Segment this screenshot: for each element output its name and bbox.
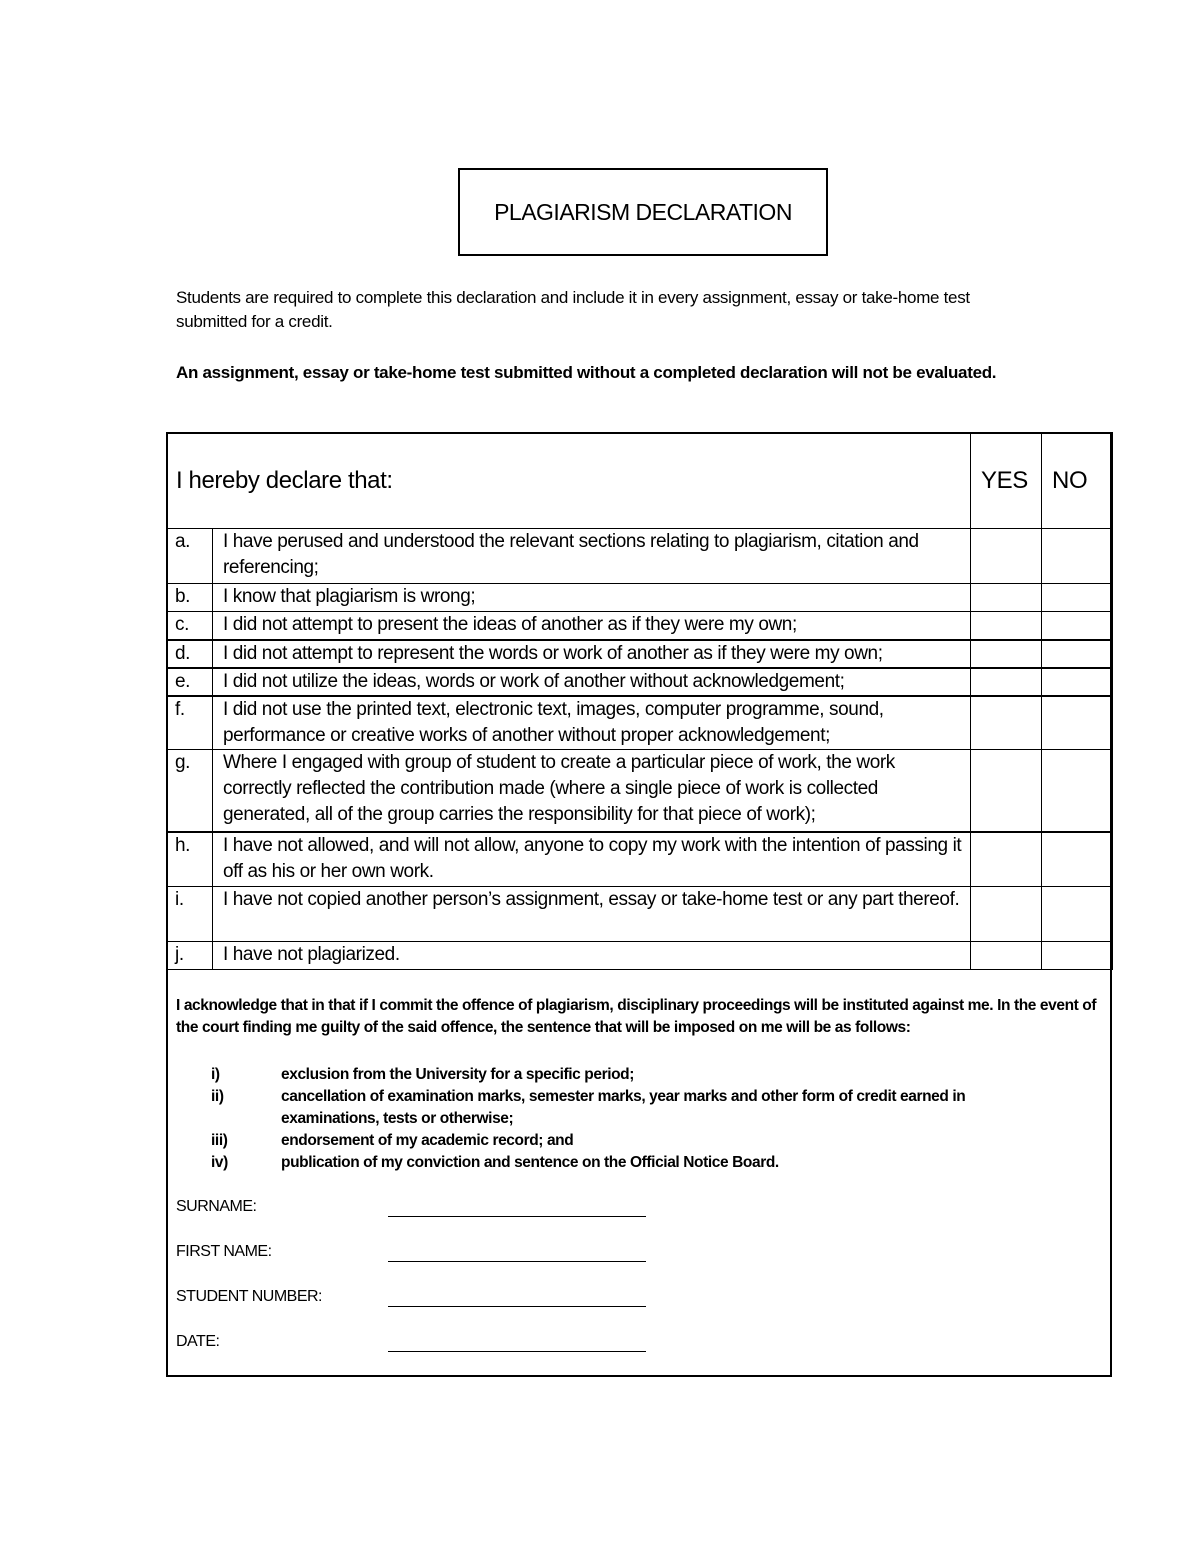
warning-text: An assignment, essay or take-home test submitted without a completed declaration will not be evaluated. [176, 363, 997, 382]
row-letter: c. [167, 612, 213, 640]
no-checkbox-i[interactable] [1042, 887, 1113, 942]
table-row [167, 696, 1113, 750]
row-statement: Where I engaged with group of student to create a particular piece of work, the work correctly reflected the contribution made (where a single piece of work is collected generated, all of the group carries the responsibility for that piece of work); [213, 750, 971, 832]
row-letter: i. [167, 887, 213, 942]
penalty-number: i) [211, 1066, 220, 1083]
table-row [167, 584, 1113, 612]
no-checkbox-g[interactable] [1042, 750, 1113, 832]
date-input-line[interactable] [388, 1351, 646, 1352]
penalty-text: exclusion from the University for a specific period; [281, 1066, 635, 1083]
declaration-title-box [458, 168, 828, 256]
penalty-number: iii) [211, 1132, 228, 1149]
list-item [211, 1086, 1071, 1130]
date-label: DATE: [176, 1333, 220, 1350]
row-statement: I did not use the printed text, electronic text, images, computer programme, sound, performance or creative works of another without proper acknowledgement; [213, 696, 971, 750]
no-checkbox-b[interactable] [1042, 584, 1113, 612]
yes-header: YES [971, 433, 1042, 529]
penalty-list [211, 1064, 1071, 1174]
penalty-number: iv) [211, 1154, 228, 1171]
no-checkbox-j[interactable] [1042, 942, 1113, 970]
row-letter: b. [167, 584, 213, 612]
no-checkbox-c[interactable] [1042, 612, 1113, 640]
first-name-input-line[interactable] [388, 1261, 646, 1262]
yes-checkbox-j[interactable] [971, 942, 1042, 970]
no-checkbox-a[interactable] [1042, 529, 1113, 584]
yes-checkbox-g[interactable] [971, 750, 1042, 832]
table-row [167, 668, 1113, 696]
declare-header: I hereby declare that: [167, 433, 971, 529]
yes-checkbox-a[interactable] [971, 529, 1042, 584]
row-letter: e. [167, 668, 213, 696]
surname-input-line[interactable] [388, 1216, 646, 1217]
row-statement: I have perused and understood the relevant sections relating to plagiarism, citation and referencing; [213, 529, 971, 584]
row-statement: I have not plagiarized. [213, 942, 971, 970]
table-header-row [167, 433, 1113, 529]
row-letter: d. [167, 640, 213, 668]
declaration-table [166, 432, 1113, 970]
no-checkbox-e[interactable] [1042, 668, 1113, 696]
row-statement: I did not utilize the ideas, words or work of another without acknowledgement; [213, 668, 971, 696]
yes-checkbox-f[interactable] [971, 696, 1042, 750]
penalty-text: cancellation of examination marks, semester marks, year marks and other form of credit earned in examinations, tests or otherwise; [281, 1088, 966, 1127]
row-statement: I have not copied another person’s assignment, essay or take-home test or any part thereof. [213, 887, 971, 942]
acknowledgement-text: I acknowledge that in that if I commit the offence of plagiarism, disciplinary proceedings will be instituted against me. In the event of the court finding me guilty of the said offence, the sentence that will be imposed on me will be as follows: [176, 997, 1097, 1036]
table-row [167, 612, 1113, 640]
no-checkbox-d[interactable] [1042, 640, 1113, 668]
student-number-label: STUDENT NUMBER: [176, 1288, 322, 1305]
row-letter: j. [167, 942, 213, 970]
row-letter: g. [167, 750, 213, 832]
yes-checkbox-i[interactable] [971, 887, 1042, 942]
table-row [167, 750, 1113, 832]
penalty-text: publication of my conviction and sentence on the Official Notice Board. [281, 1154, 779, 1171]
yes-checkbox-e[interactable] [971, 668, 1042, 696]
table-row [167, 832, 1113, 887]
intro-text: Students are required to complete this declaration and include it in every assignment, essay or take-home test submitted for a credit. [176, 288, 970, 331]
yes-checkbox-b[interactable] [971, 584, 1042, 612]
list-item [211, 1064, 1071, 1086]
page-title: PLAGIARISM DECLARATION [494, 198, 792, 225]
list-item [211, 1152, 1071, 1174]
list-item [211, 1130, 1071, 1152]
student-number-input-line[interactable] [388, 1306, 646, 1307]
yes-checkbox-c[interactable] [971, 612, 1042, 640]
row-letter: h. [167, 832, 213, 887]
row-letter: f. [167, 696, 213, 750]
row-letter: a. [167, 529, 213, 584]
no-checkbox-h[interactable] [1042, 832, 1113, 887]
no-checkbox-f[interactable] [1042, 696, 1113, 750]
yes-checkbox-d[interactable] [971, 640, 1042, 668]
table-row [167, 887, 1113, 942]
yes-checkbox-h[interactable] [971, 832, 1042, 887]
no-header: NO [1042, 433, 1113, 529]
first-name-label: FIRST NAME: [176, 1243, 272, 1260]
row-statement: I have not allowed, and will not allow, anyone to copy my work with the intention of passing it off as his or her own work. [213, 832, 971, 887]
surname-label: SURNAME: [176, 1198, 257, 1215]
table-row [167, 529, 1113, 584]
table-row [167, 640, 1113, 668]
row-statement: I did not attempt to present the ideas of another as if they were my own; [213, 612, 971, 640]
penalty-text: endorsement of my academic record; and [281, 1132, 574, 1149]
table-row [167, 942, 1113, 970]
row-statement: I did not attempt to represent the words or work of another as if they were my own; [213, 640, 971, 668]
penalty-number: ii) [211, 1088, 224, 1105]
row-statement: I know that plagiarism is wrong; [213, 584, 971, 612]
